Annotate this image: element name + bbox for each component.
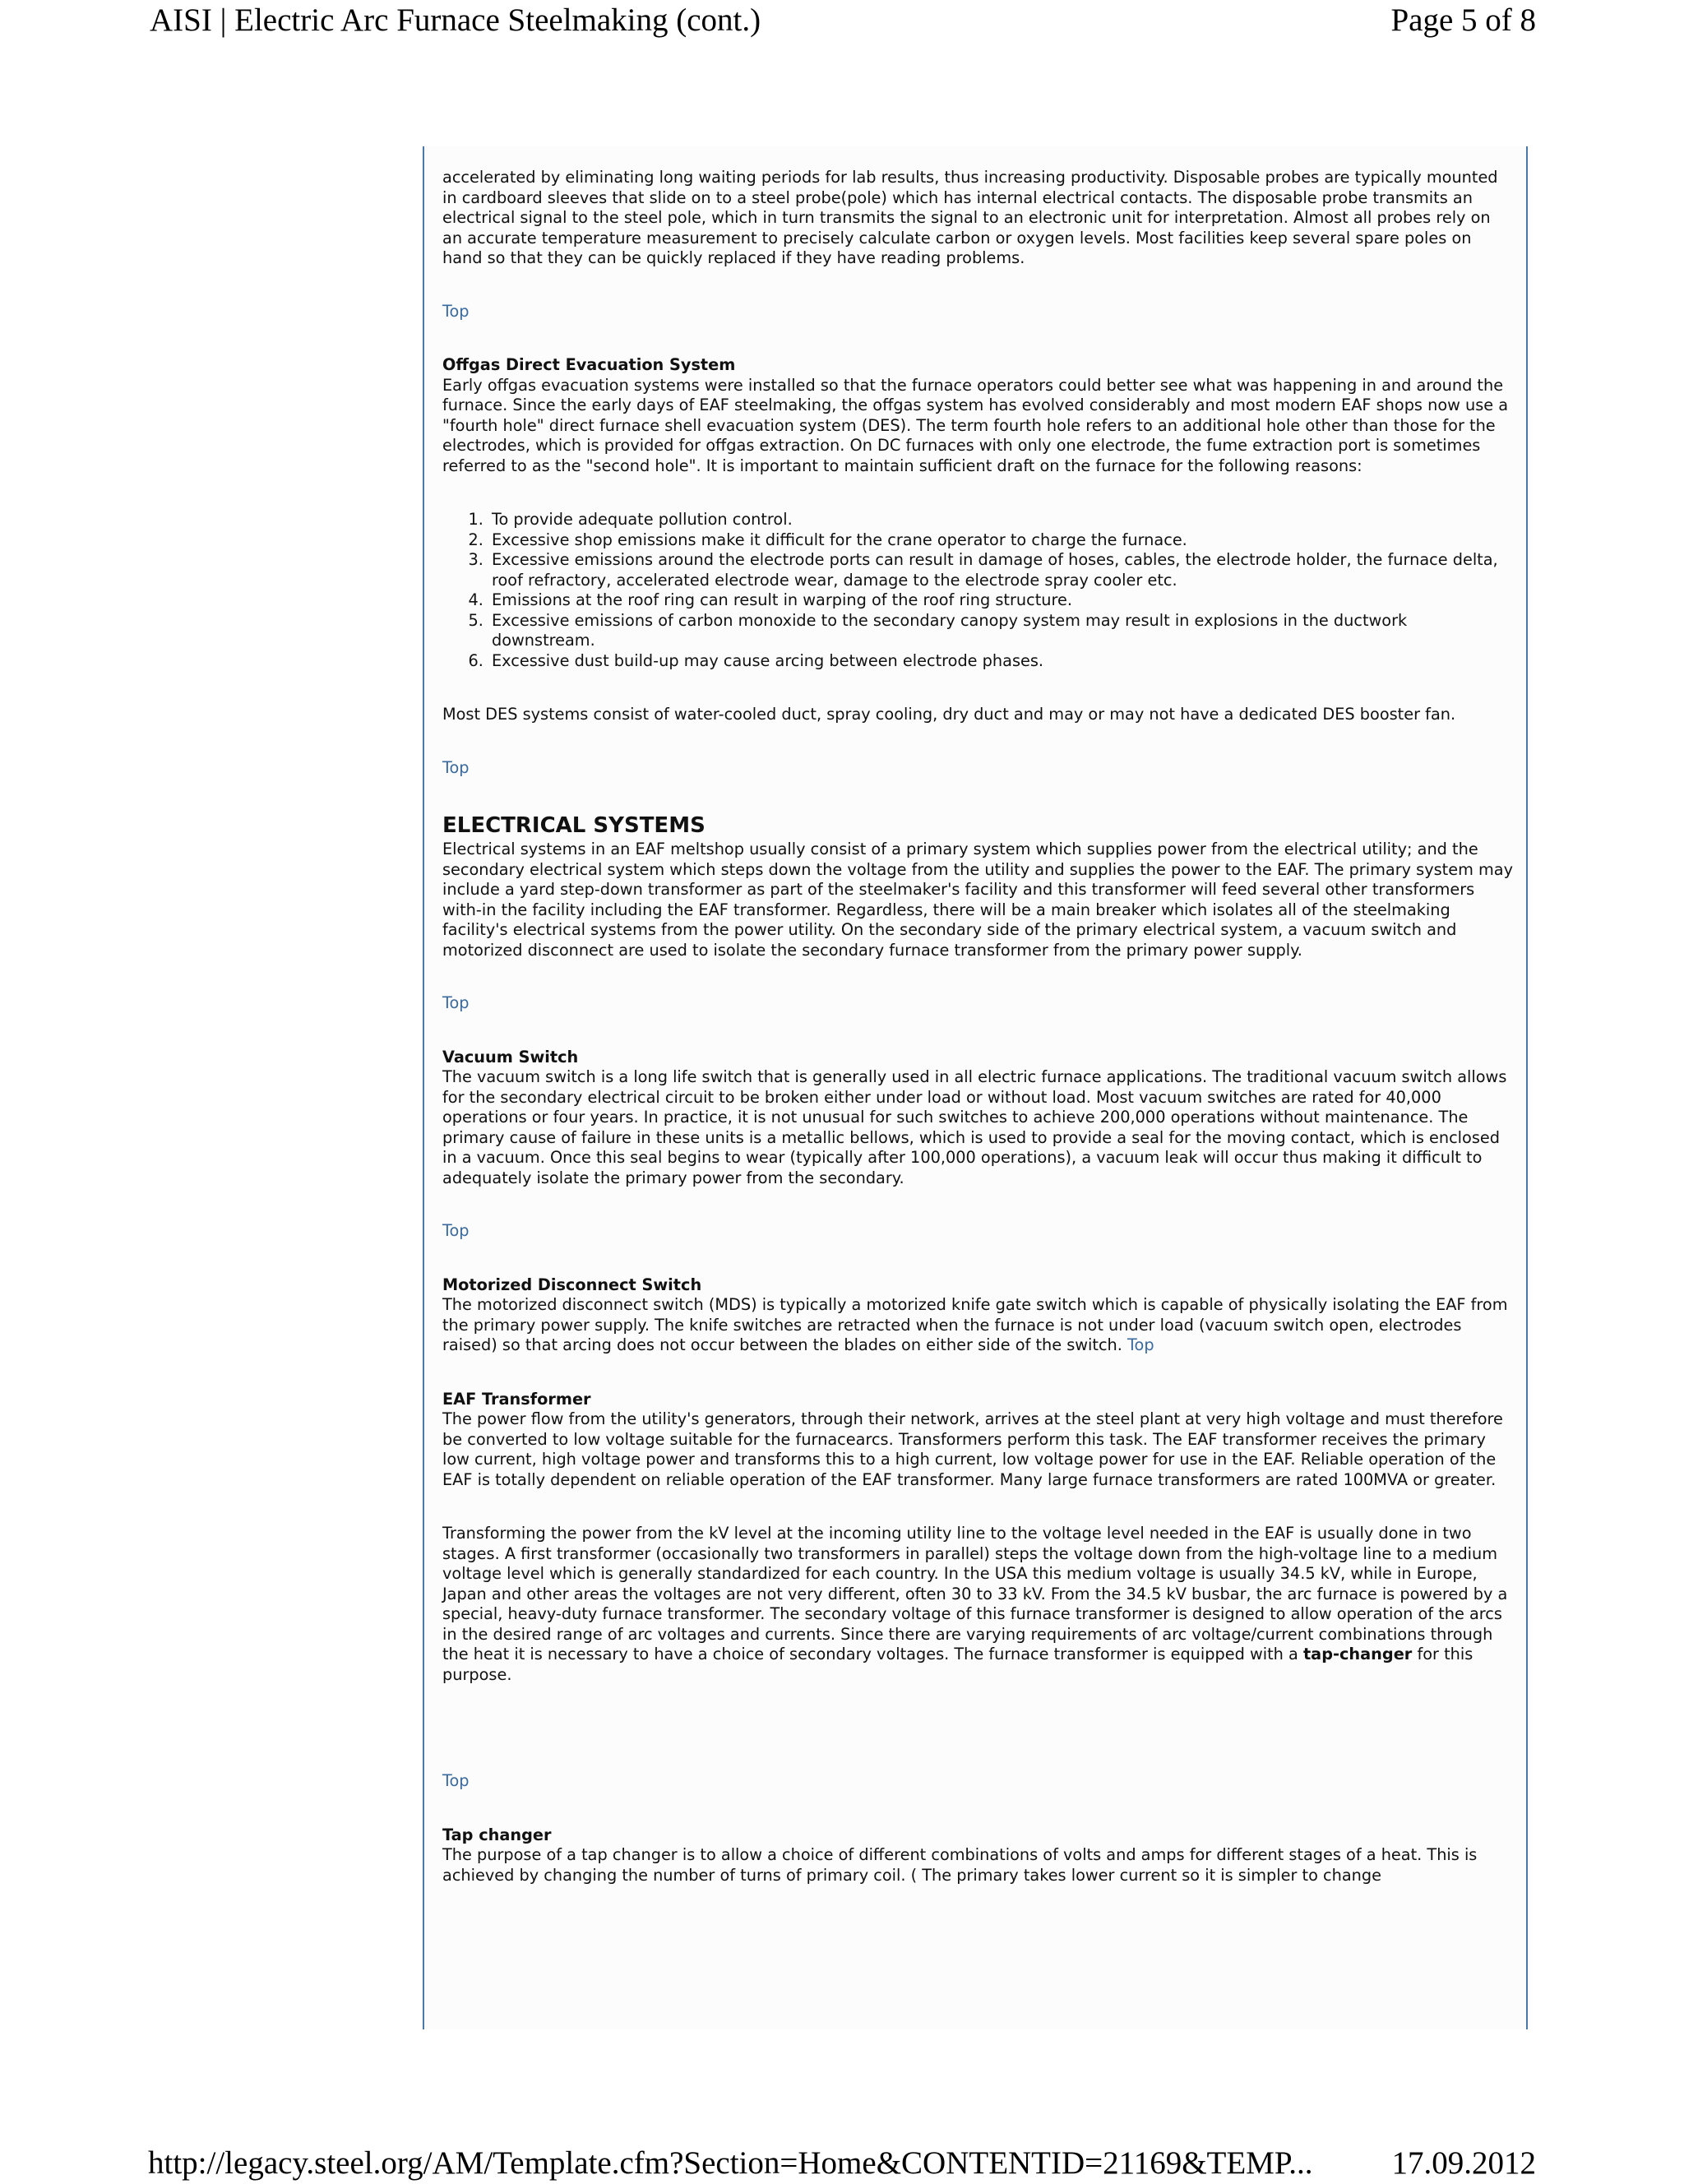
intro-paragraph: accelerated by eliminating long waiting periods for lab results, thus increasing productivity. Disposable probes are typically mounted in cardboard sleeves that slide on to a steel probe(pole) which has internal electrical contacts. The disposable probe transmits an electrical signal to the steel pole, which in turn transmits the signal to an electronic unit for interpretation. Almost all probes rely on an accurate temperature measurement to precisely calculate carbon or oxygen levels. Most facilities keep several spare poles on hand so that they can be quickly replaced if they have reading problems. xyxy=(442,168,1498,267)
vacuum-switch-paragraph: The vacuum switch is a long life switch that is generally used in all electric furnace applications. The traditional vacuum switch allows for the secondary electrical circuit to be broken either under load or without load. Most vacuum switches are rated for 40,000 operations or four years. In practice, it is not unusual for such switches to achieve 200,000 operations without maintenance. The primary cause of failure in these units is a metallic bellows, which is used to provide a seal for the moving contact, which is enclosed in a vacuum. Once this seal begins to wear (typically after 100,000 operations), a vacuum leak will occur thus making it difficult to adequately isolate the primary power from the secondary. xyxy=(442,1067,1507,1187)
list-item: 2. Excessive shop emissions make it difficult for the crane operator to charge the furnace. xyxy=(488,530,1513,551)
list-item: 6. Excessive dust build-up may cause arcing between electrode phases. xyxy=(488,651,1513,672)
list-item: 3. Excessive emissions around the electrode ports can result in damage of hoses, cables, the electrode holder, the furnace delta, roof refractory, accelerated electrode wear, damage to the electrode spray cooler etc. xyxy=(488,550,1513,590)
top-link[interactable]: Top xyxy=(442,757,470,777)
top-link[interactable]: Top xyxy=(442,1221,470,1240)
article-frame xyxy=(423,146,1528,2029)
electrical-paragraph: Electrical systems in an EAF meltshop usually consist of a primary system which supplies power from the electrical utility; and the secondary electrical system which steps down the voltage from the utility and supplies the power to the EAF. The primary system may include a yard step-down transformer as part of the steelmaker's facility and this transformer will feed several other transformers with-in the facility including the EAF transformer. Regardless, there will be a main breaker which isolates all of the steelmaking facility's electrical systems from the power utility. On the secondary side of the primary electrical system, a vacuum switch and motorized disconnect are used to isolate the secondary furnace transformer from the primary power supply. xyxy=(442,840,1514,960)
list-item: 5. Excessive emissions of carbon monoxide to the secondary canopy system may result in explosions in the ductwork downstream. xyxy=(488,611,1513,651)
transforming-power-paragraph xyxy=(442,1524,1513,1685)
tap-changer-term: tap-changer xyxy=(1302,1645,1413,1663)
print-footer-url: http://legacy.steel.org/AM/Template.cfm?Section=Home&CONTENTID=21169&TEMP... xyxy=(148,2145,1313,2181)
list-item: 1. To provide adequate pollution control. xyxy=(488,510,1513,530)
print-footer-date: 17.09.2012 xyxy=(1391,2145,1536,2181)
transforming-power-text: Transforming the power from the kV level at the incoming utility line to the voltage level needed in the EAF is usually done in two stages. A first transformer (occasionally two transformers in parallel) steps the voltage down from the high-voltage line to a medium voltage level which is generally standardized for each country. In the USA this medium voltage is usually 34.5 kV, while in Europe, Japan and other areas the voltages are not very different, often 30 to 33 kV. From the 34.5 kV busbar, the arc furnace is powered by a special, heavy-duty furnace transformer. The secondary voltage of this furnace transformer is designed to allow operation of the arcs in the desired range of arc voltages and currents. Since there are varying requirements of arc voltage/current combinations through the heat it is necessary to have a choice of secondary voltages. The furnace transformer is equipped with a xyxy=(442,1524,1508,1663)
motorized-disconnect-paragraph xyxy=(442,1295,1513,1356)
list-item: 4. Emissions at the roof ring can result in warping of the roof ring structure. xyxy=(488,590,1513,611)
top-link[interactable]: Top xyxy=(442,993,470,1012)
spacer xyxy=(442,1356,1513,1390)
section-title-tap-changer: Tap changer xyxy=(442,1825,552,1844)
section-title-vacuum-switch: Vacuum Switch xyxy=(442,1047,579,1067)
section-title-motorized-disconnect: Motorized Disconnect Switch xyxy=(442,1275,702,1294)
spacer xyxy=(442,1685,1513,1771)
offgas-reasons-list xyxy=(442,510,1513,671)
top-link[interactable]: Top xyxy=(442,1771,470,1790)
top-link[interactable]: Top xyxy=(1127,1335,1154,1354)
section-heading-electrical: ELECTRICAL SYSTEMS xyxy=(442,813,706,838)
spacer xyxy=(442,1490,1513,1524)
transforming-power-text-end: for this purpose. xyxy=(442,1645,1474,1684)
article-body xyxy=(442,168,1513,1886)
top-link[interactable]: Top xyxy=(442,301,470,321)
section-title-eaf-transformer: EAF Transformer xyxy=(442,1389,591,1409)
section-title-offgas: Offgas Direct Evacuation System xyxy=(442,355,736,374)
tap-changer-paragraph: The purpose of a tap changer is to allow a choice of different combinations of volts and amps for different stages of a heat. This is achieved by changing the number of turns of primary coil. ( The primary takes lower current so it is simpler to change xyxy=(442,1845,1478,1885)
eaf-transformer-paragraph: The power flow from the utility's generators, through their network, arrives at the steel plant at very high voltage and must therefore be converted to low voltage suitable for the furnacearcs. Transformers perform this task. The EAF transformer receives the primary low current, high voltage power and transforms this to a high current, low voltage power for use in the EAF. Reliable operation of the EAF is totally dependent on reliable operation of the EAF transformer. Many large furnace transformers are rated 100MVA or greater. xyxy=(442,1409,1503,1489)
offgas-paragraph: Early offgas evacuation systems were installed so that the furnace operators could better see what was happening in and around the furnace. Since the early days of EAF steelmaking, the offgas system has evolved considerably and most modern EAF shops now use a "fourth hole" direct furnace shell evacuation system (DES). The term fourth hole refers to an additional hole other than those for the electrodes, which is provided for offgas extraction. On DC furnaces with only one electrode, the fume extraction port is sometimes referred to as the "second hole". It is important to maintain sufficient draft on the furnace for the following reasons: xyxy=(442,375,1509,475)
motorized-disconnect-text: The motorized disconnect switch (MDS) is typically a motorized knife gate switch which is capable of physically isolating the EAF from the primary power supply. The knife switches are retracted when the furnace is not under load (vacuum switch open, electrodes raised) so that arcing does not occur between the blades on either side of the switch. xyxy=(442,1295,1508,1354)
offgas-closing-paragraph: Most DES systems consist of water-cooled duct, spray cooling, dry duct and may or may not have a dedicated DES booster fan. xyxy=(442,705,1456,724)
print-header-page-number: Page 5 of 8 xyxy=(1390,2,1536,38)
print-header-title: AISI | Electric Arc Furnace Steelmaking (cont.) xyxy=(150,2,761,38)
